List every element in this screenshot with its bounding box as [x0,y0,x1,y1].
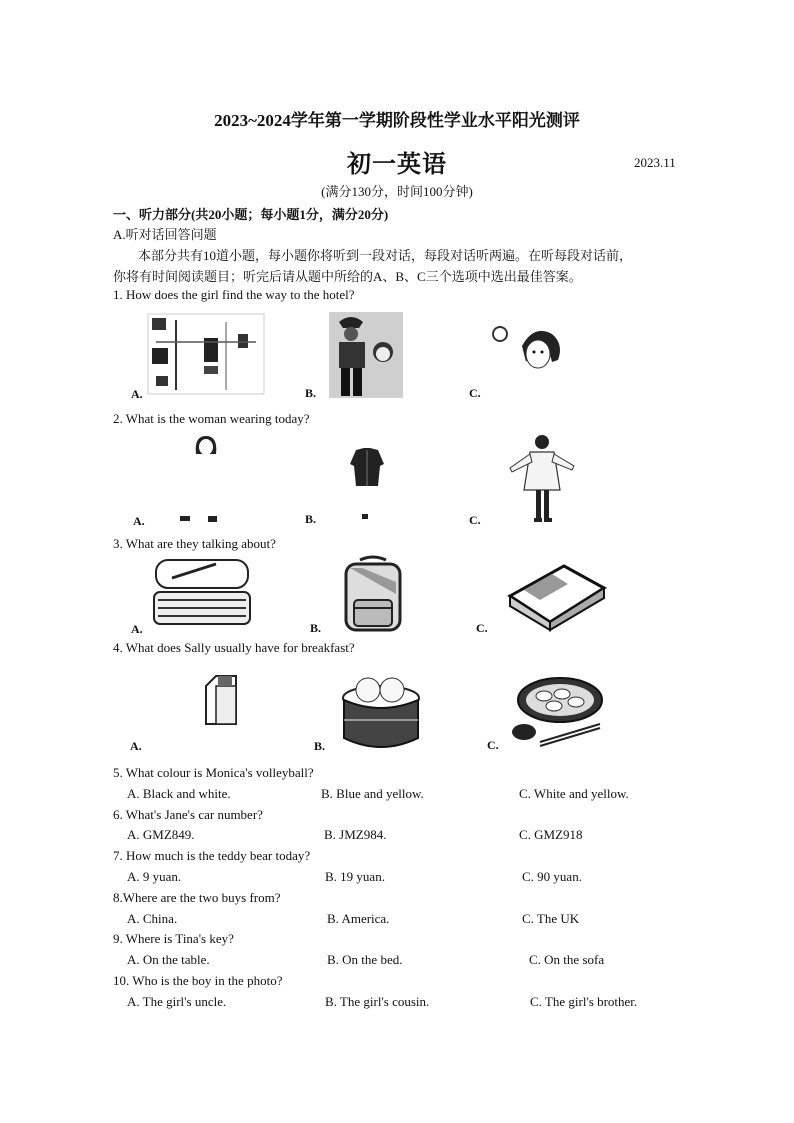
q6-option-b[interactable]: B. JMZ984. [324,827,387,842]
question-3: 3. What are they talking about? [113,536,276,551]
woman-in-coat-picture [506,432,578,526]
exam-title: 2023~2024学年第一学期阶段性学业水平阳光测评 [214,111,580,130]
q10-option-b[interactable]: B. The girl's cousin. [325,994,430,1009]
q2-option-b-label[interactable]: B. [305,512,317,526]
question-1: 1. How does the girl find the way to the hotel? [113,287,355,302]
q10-option-a[interactable]: A. The girl's uncle. [127,994,227,1009]
question-9: 9. Where is Tina's key? [113,931,234,946]
jacket-picture [348,446,386,488]
exam-date: 2023.11 [634,155,676,170]
question-10: 10. Who is the boy in the photo? [113,973,283,988]
q1-option-a-label[interactable]: A. [131,387,143,401]
instruction-line-2: 你将有时间阅读题目；听完后请从题中所给的A、B、C三个选项中选出最佳答案。 [113,269,582,284]
q8-option-c[interactable]: C. The UK [522,911,580,926]
q7-option-a[interactable]: A. 9 yuan. [127,869,182,884]
question-8: 8.Where are the two buys from? [113,890,281,905]
girl-thinking-picture [486,318,566,378]
q9-option-c[interactable]: C. On the sofa [529,952,605,967]
question-5: 5. What colour is Monica's volleyball? [113,765,314,780]
score-note: (满分130分，时间100分钟) [321,184,473,199]
question-2: 2. What is the woman wearing today? [113,411,310,426]
q6-option-a[interactable]: A. GMZ849. [127,827,195,842]
q10-option-c[interactable]: C. The girl's brother. [530,994,638,1009]
q9-option-a[interactable]: A. On the table. [127,952,210,967]
policeman-picture [329,312,403,398]
shoes-picture [178,512,220,526]
q3-option-c-label[interactable]: C. [476,621,488,635]
question-6: 6. What's Jane's car number? [113,807,263,822]
q4-option-a-label[interactable]: A. [130,739,142,753]
q2-option-a-label[interactable]: A. [133,514,145,528]
map-picture [146,312,266,396]
pencil-case-picture [152,558,252,628]
q7-option-b[interactable]: B. 19 yuan. [325,869,385,884]
q5-option-a[interactable]: A. Black and white. [127,786,231,801]
instruction-line-1: 本部分共有10道小题，每小题你将听到一段对话，每段对话听两遍。在听每段对话前， [138,248,633,263]
q2-option-c-label[interactable]: C. [469,513,481,527]
q3-option-a-label[interactable]: A. [131,622,143,636]
part-a-heading: A.听对话回答问题 [113,227,217,242]
q4-option-c-label[interactable]: C. [487,738,499,752]
q9-option-b[interactable]: B. On the bed. [327,952,403,967]
small-item-picture [361,512,371,522]
eraser-picture [502,562,608,632]
q5-option-b[interactable]: B. Blue and yellow. [321,786,424,801]
question-4: 4. What does Sally usually have for breakfast? [113,640,355,655]
q7-option-c[interactable]: C. 90 yuan. [522,869,582,884]
question-7: 7. How much is the teddy bear today? [113,848,311,863]
q5-option-c[interactable]: C. White and yellow. [519,786,629,801]
section-heading: 一、听力部分(共20小题；每小题1分，满分20分) [113,207,389,222]
subject-title: 初一英语 [347,152,447,178]
dumplings-picture [510,676,604,750]
q3-option-b-label[interactable]: B. [310,621,322,635]
backpack-picture [338,556,408,634]
q1-option-c-label[interactable]: C. [469,386,481,400]
steamed-buns-picture [338,676,424,756]
q4-option-b-label[interactable]: B. [314,739,326,753]
woman-head-picture [190,434,222,460]
milk-carton-picture [198,672,244,728]
q8-option-a[interactable]: A. China. [127,911,178,926]
q8-option-b[interactable]: B. America. [327,911,390,926]
q6-option-c[interactable]: C. GMZ918 [519,827,583,842]
q1-option-b-label[interactable]: B. [305,386,317,400]
